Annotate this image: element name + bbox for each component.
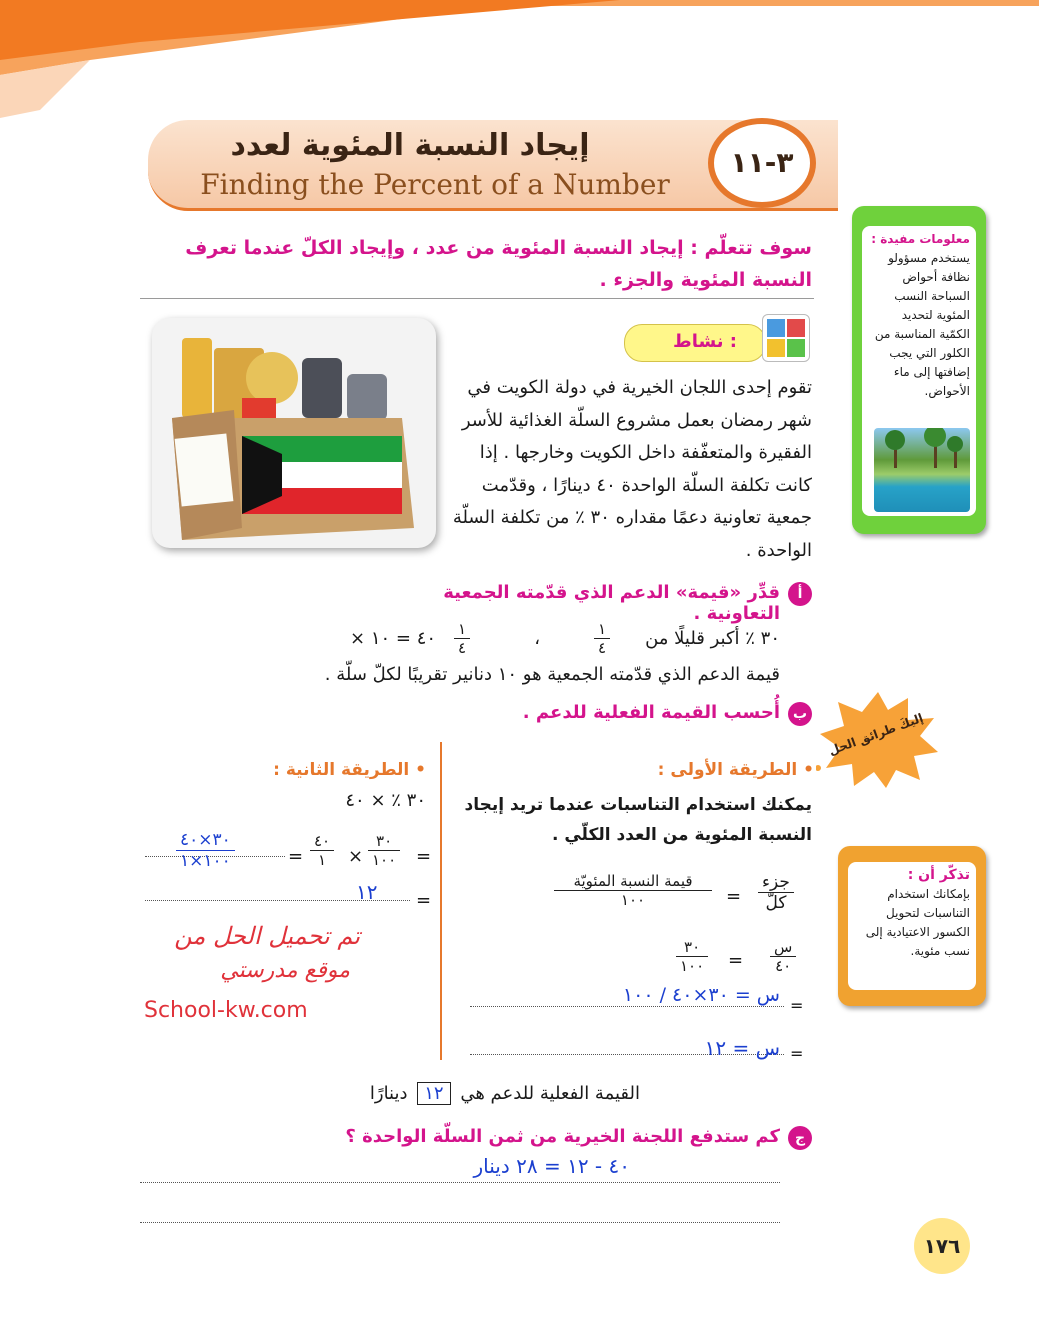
part-b-question: أُحسب القيمة الفعلية للدعم . bbox=[522, 702, 780, 723]
30-over-100-fraction bbox=[676, 938, 708, 975]
handwritten-result: س = ١٢ bbox=[704, 1036, 780, 1060]
food-basket-photo bbox=[152, 318, 436, 548]
puzzle-hands-icon bbox=[762, 314, 810, 362]
part-c-line-1 bbox=[140, 1182, 780, 1183]
fraction-numerator: ١ bbox=[594, 620, 610, 639]
methods-divider bbox=[440, 742, 442, 1060]
activity-paragraph: تقوم إحدى اللجان الخيرية في دولة الكويت في شهر رمضان بعمل مشروع السلّة الغذائية للأسر الفقيرة والمتعفّفة داخل الكويت وخارجها . إذا كانت تكلفة السلّة الواحدة ٤٠ دينارًا ، وقدّمت جمعية تعاونية دعمًا مقداره ٣٠ ٪ من تكلفة السلّة الواحدة . bbox=[452, 377, 812, 561]
percent-value-label: قيمة النسبة المئويّة bbox=[554, 872, 712, 891]
part-c-question: كم ستدفع اللجنة الخيرية من ثمن السلّة الواحدة ؟ bbox=[345, 1126, 780, 1147]
remember-text: بإمكانك استخدام التناسبات لتحويل الكسور الاعتيادية إلى نسب مئوية. bbox=[865, 887, 970, 958]
equals-sign: = bbox=[288, 846, 304, 867]
page-number: ١٧٦ bbox=[914, 1218, 970, 1274]
handwritten-denominator: ١٠٠×١ bbox=[180, 851, 231, 871]
equals-sign: = bbox=[728, 950, 744, 971]
unknown-s: س bbox=[770, 938, 796, 957]
one-value: ١ bbox=[318, 851, 327, 869]
whole-label: كلّ bbox=[765, 893, 787, 913]
hundred-label: ١٠٠ bbox=[620, 891, 646, 909]
learning-objective: سوف تتعلّم : إيجاد النسبة المئوية من عدد ، وإيجاد الكلّ عندما تعرف النسبة المئوية والجزء . bbox=[185, 237, 812, 291]
part-c-badge: ج bbox=[788, 1126, 812, 1150]
handwritten-proportion: س = ٣٠×٤٠ / ١٠٠ bbox=[622, 984, 780, 1006]
part-a-badge: أ bbox=[788, 582, 812, 606]
activity-label: نشاط : bbox=[673, 331, 737, 352]
answer-line-1 bbox=[470, 1006, 784, 1007]
result-label: القيمة الفعلية للدعم هي bbox=[460, 1083, 640, 1104]
forty-value: ٤٠ bbox=[775, 957, 792, 975]
method-1-text: يمكنك استخدام التناسبات عندما تريد إيجاد النسبة المئوية من العدد الكلّي . bbox=[464, 795, 812, 845]
estimate-computation: × ٤٠ = ١٠ bbox=[350, 628, 437, 649]
lesson-title-en: Finding the Percent of a Number bbox=[200, 168, 670, 201]
quarter-fraction-2 bbox=[454, 620, 470, 657]
part-label: جزء bbox=[758, 872, 794, 893]
hundred-value: ١٠٠ bbox=[680, 957, 705, 975]
hundred-value: ١٠٠ bbox=[372, 851, 397, 869]
useful-info-text: يستخدم مسؤولو نظافة أحواض السباحة النسب المئوية لتحديد الكمّية المناسبة من الكلور التي يجب إضافتها إلى ماء الأحواض. bbox=[874, 251, 970, 398]
palm-trees-icon bbox=[874, 428, 970, 512]
thirty-value: ٣٠ bbox=[676, 938, 708, 957]
top-decoration bbox=[0, 0, 1039, 120]
method-1-title: • الطريقة الأولى : bbox=[657, 760, 814, 780]
result-unit: دينارًا bbox=[369, 1083, 408, 1104]
watermark-line-1: تم تحميل الحل من bbox=[174, 922, 360, 950]
estimate-text: ٣٠ ٪ أكبر قليلًا من bbox=[645, 628, 780, 649]
times-sign: × bbox=[348, 846, 364, 867]
starburst-text: إليكَ طرائق الحل bbox=[826, 710, 925, 758]
part-a-question: قدِّر «قيمة» الدعم الذي قدّمته الجمعية التعاونية . bbox=[443, 582, 780, 624]
watermark-line-2: موقع مدرستي bbox=[220, 958, 350, 983]
part-over-whole-fraction bbox=[758, 872, 794, 913]
useful-info-title: معلومات مفيدة : bbox=[871, 232, 970, 246]
forty-value: ٤٠ bbox=[310, 832, 334, 851]
part-a-conclusion: قيمة الدعم الذي قدّمته الجمعية هو ١٠ دنانير تقريبًا لكلّ سلّة . bbox=[324, 664, 780, 685]
lesson-title-ar: إيجاد النسبة المئوية لعدد bbox=[230, 128, 590, 163]
swimming-pool-photo bbox=[874, 428, 970, 512]
fraction-numerator: ١ bbox=[454, 620, 470, 639]
part-a-estimate-row bbox=[300, 620, 780, 664]
solution-methods-starburst bbox=[816, 690, 940, 790]
part-c-line-2 bbox=[140, 1222, 780, 1223]
remember-content bbox=[848, 862, 976, 990]
thirty-value: ٣٠ bbox=[368, 832, 400, 851]
watermark-url: School-kw.com bbox=[144, 998, 308, 1023]
fraction-denominator: ٤ bbox=[457, 639, 466, 657]
activity-tag bbox=[624, 324, 766, 362]
actual-value-result bbox=[330, 1082, 640, 1105]
lesson-number: ٣-١١ bbox=[708, 118, 816, 208]
method-2-title: • الطريقة الثانية : bbox=[273, 760, 426, 780]
equals-sign: = bbox=[416, 846, 432, 867]
handwritten-twelve: ١٢ bbox=[356, 880, 378, 904]
method-2-expression: ٣٠ ٪ × ٤٠ bbox=[345, 790, 426, 811]
s-over-40-fraction bbox=[770, 938, 796, 975]
equals-sign: = bbox=[416, 890, 432, 911]
result-answer-box: ١٢ bbox=[417, 1082, 450, 1105]
equals-sign: = bbox=[790, 996, 804, 1015]
percent-fraction bbox=[554, 872, 712, 909]
fraction-denominator: ٤ bbox=[597, 639, 606, 657]
40-over-1-fraction bbox=[310, 832, 334, 869]
separator-comma: ، bbox=[534, 628, 540, 649]
divider bbox=[140, 298, 814, 299]
remember-title: تذكّر أن : bbox=[907, 867, 970, 883]
part-c-handwritten-answer: ٤٠ - ١٢ = ٢٨ دينار bbox=[473, 1154, 630, 1178]
equals-sign: = bbox=[726, 886, 742, 907]
equals-sign: = bbox=[790, 1044, 804, 1063]
handwritten-fraction bbox=[176, 830, 235, 871]
quarter-fraction bbox=[594, 620, 610, 657]
30-over-100-fraction bbox=[368, 832, 400, 869]
part-b-badge: ب bbox=[788, 702, 812, 726]
handwritten-numerator: ٣٠×٤٠ bbox=[176, 830, 235, 851]
